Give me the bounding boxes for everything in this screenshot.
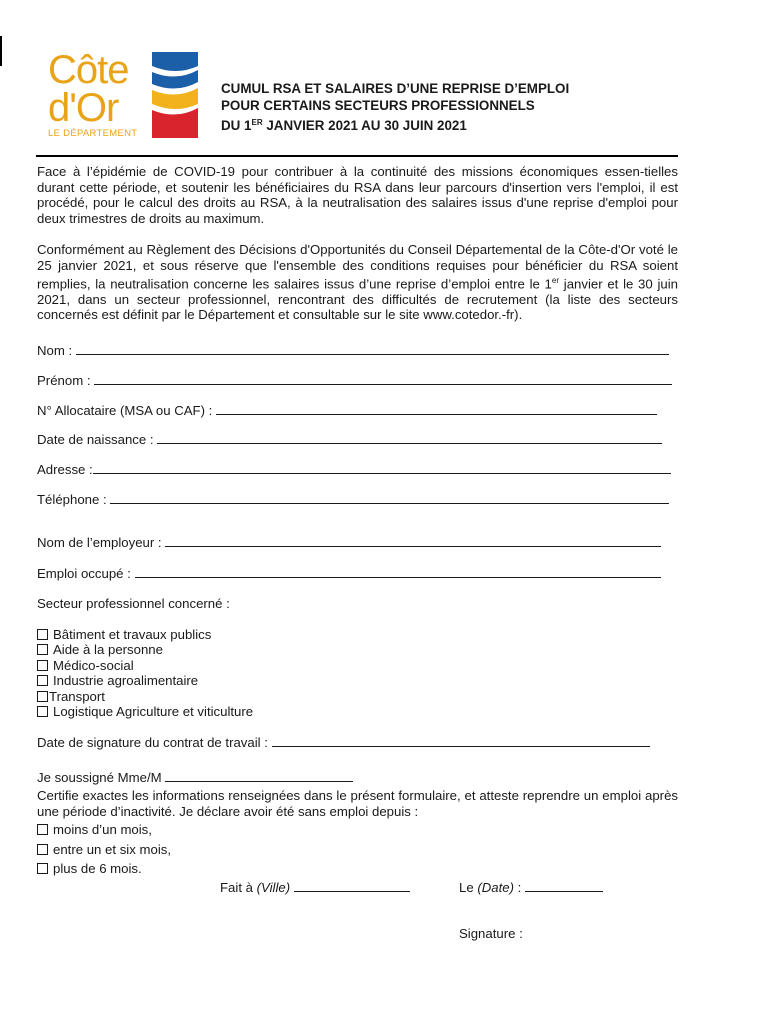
checkbox[interactable] xyxy=(37,644,48,655)
secteur-option-medico-social[interactable]: Médico-social xyxy=(37,658,134,673)
checkbox[interactable] xyxy=(37,824,48,835)
crop-mark xyxy=(0,36,2,66)
logo-subtitle: LE DÉPARTEMENT xyxy=(48,128,138,139)
logo-word-dor: d'Or xyxy=(48,86,119,130)
naissance-field[interactable] xyxy=(37,432,662,447)
emploi-field[interactable] xyxy=(37,566,661,581)
secteur-label: Secteur professionnel concerné : xyxy=(37,596,230,611)
naissance-label: Date de naissance : xyxy=(37,432,154,447)
fait-a-field[interactable]: Fait à (Ville) xyxy=(220,880,410,895)
emploi-input-line[interactable] xyxy=(135,566,661,578)
emploi-label: Emploi occupé : xyxy=(37,566,131,581)
employeur-field[interactable] xyxy=(37,535,661,550)
adresse-input-line[interactable] xyxy=(93,462,671,474)
intro-paragraph-2: Conformément au Règlement des Décisions d'Opportunités du Conseil Départemental de la Côte-d'Or voté le 25 janvier 2021, et sous réserve que l'ensemble des conditions requises pour bénéficier du RSA soient remplies, la neutralisation concerne les salaires issus d’une reprise d’emploi entre le 1er janvier et le 30 juin 2021, dans un secteur professionnel, rencontrant des difficultés de recrutement (la liste des secteurs concernés est définit par le Département et consultable sur le site www.cotedor.-fr). xyxy=(37,242,678,323)
checkbox[interactable] xyxy=(37,675,48,686)
signature-label: Signature : xyxy=(459,926,523,941)
adresse-label: Adresse : xyxy=(37,462,93,477)
employeur-label: Nom de l’employeur : xyxy=(37,535,162,550)
checkbox[interactable] xyxy=(37,844,48,855)
logo-flag-icon xyxy=(150,52,200,138)
checkbox[interactable] xyxy=(37,660,48,671)
employeur-input-line[interactable] xyxy=(165,535,661,547)
telephone-field[interactable] xyxy=(37,492,669,507)
prenom-input-line[interactable] xyxy=(94,373,672,385)
allocataire-input-line[interactable] xyxy=(216,403,657,415)
checkbox[interactable] xyxy=(37,629,48,640)
title-line-2: POUR CERTAINS SECTEURS PROFESSIONNELS xyxy=(221,98,535,113)
soussigne-label: Je soussigné Mme/M xyxy=(37,770,162,785)
intro-paragraph-1: Face à l’épidémie de COVID-19 pour contribuer à la continuité des missions économiques essen-tielles durant cette période, et soutenir les bénéficiaires du RSA dans leur parcours d'insertion vers l'emploi, il est procédé, pour le calcul des droits au RSA, à la neutralisation des salaires issus d'une reprise d'emploi pour deux trimestres de droits au maximum. xyxy=(37,164,678,226)
secteur-option-btp[interactable]: Bâtiment et travaux publics xyxy=(37,627,211,642)
nom-field[interactable] xyxy=(37,343,669,358)
soussigne-field[interactable] xyxy=(37,770,353,785)
cote-dor-logo xyxy=(46,50,201,142)
secteur-option-aide-personne[interactable]: Aide à la personne xyxy=(37,642,163,657)
checkbox[interactable] xyxy=(37,706,48,717)
checkbox[interactable] xyxy=(37,691,48,702)
header-divider xyxy=(36,155,678,157)
telephone-input-line[interactable] xyxy=(110,492,669,504)
contrat-input-line[interactable] xyxy=(272,735,650,747)
allocataire-field[interactable] xyxy=(37,403,657,418)
date-field[interactable]: Le (Date) : xyxy=(459,880,603,895)
inactivite-option-1[interactable]: moins d’un mois, xyxy=(37,822,152,837)
prenom-label: Prénom : xyxy=(37,373,91,388)
nom-input-line[interactable] xyxy=(76,343,669,355)
form-title xyxy=(221,80,569,134)
adresse-field[interactable] xyxy=(37,462,671,477)
certification-text: Certifie exactes les informations renseignées dans le présent formulaire, et atteste reprendre un emploi après une période d’inactivité. Je déclare avoir été sans emploi depuis : xyxy=(37,788,678,819)
contrat-label: Date de signature du contrat de travail : xyxy=(37,735,268,750)
secteur-option-logistique[interactable]: Logistique Agriculture et viticulture xyxy=(37,704,253,719)
naissance-input-line[interactable] xyxy=(157,432,662,444)
inactivite-option-2[interactable]: entre un et six mois, xyxy=(37,842,171,857)
inactivite-option-3[interactable]: plus de 6 mois. xyxy=(37,861,142,876)
nom-label: Nom : xyxy=(37,343,73,358)
date-input-line[interactable] xyxy=(525,880,603,892)
logo-word-cote: Côte xyxy=(48,48,129,92)
soussigne-input-line[interactable] xyxy=(165,770,353,782)
checkbox[interactable] xyxy=(37,863,48,874)
secteur-option-agroalimentaire[interactable]: Industrie agroalimentaire xyxy=(37,673,198,688)
ville-input-line[interactable] xyxy=(294,880,410,892)
contrat-field[interactable] xyxy=(37,735,650,750)
telephone-label: Téléphone : xyxy=(37,492,107,507)
allocataire-label: N° Allocataire (MSA ou CAF) : xyxy=(37,403,213,418)
prenom-field[interactable] xyxy=(37,373,672,388)
title-line-3: DU 1ER JANVIER 2021 AU 30 JUIN 2021 xyxy=(221,118,467,133)
secteur-option-transport[interactable]: Transport xyxy=(37,689,105,704)
title-line-1: CUMUL RSA ET SALAIRES D’UNE REPRISE D’EMPLOI xyxy=(221,81,570,96)
